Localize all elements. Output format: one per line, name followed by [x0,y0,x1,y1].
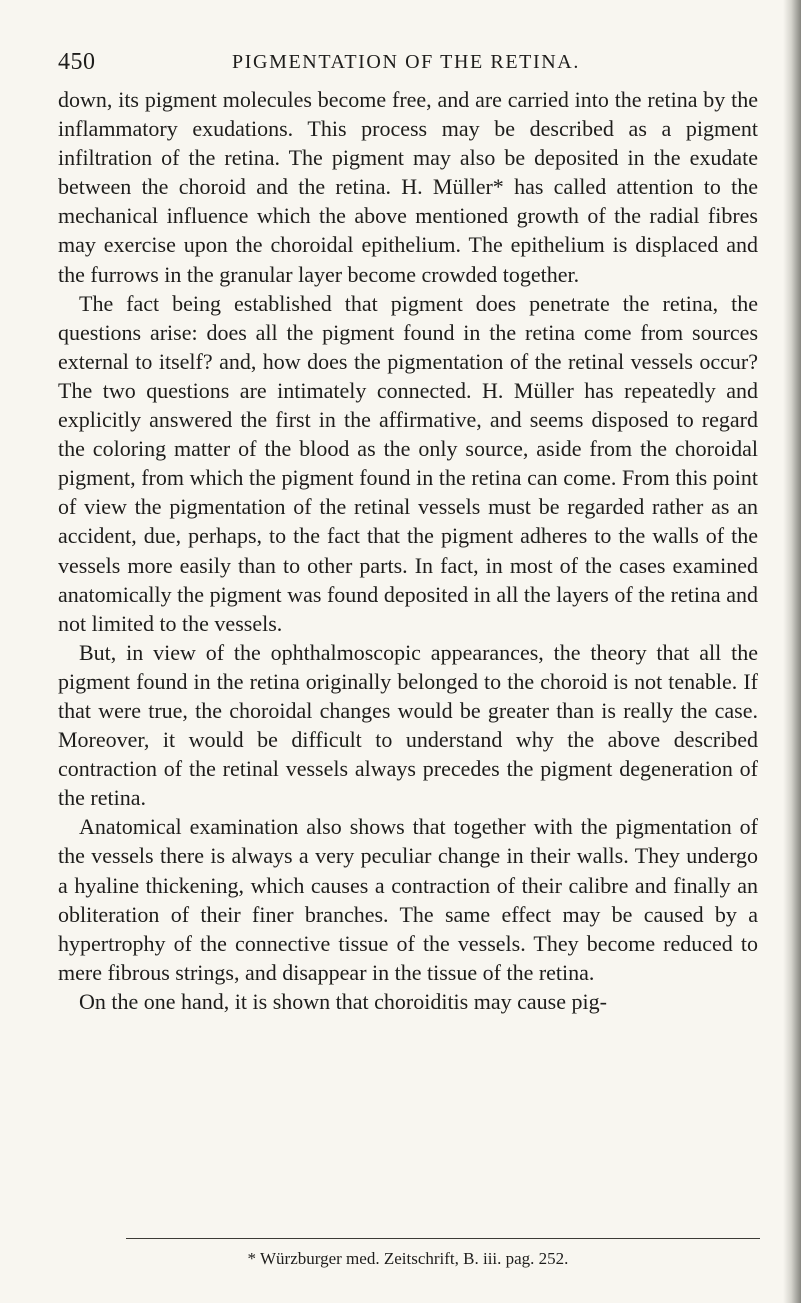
paragraph-2: The fact being established that pigment does penetrate the retina, the questions arise: does all the pigment found in the retina come from sources external to itself? and, how does the pigmentation of the retinal vessels occur? The two questions are intimately connected. H. Müller has repeatedly and explicitly answered the first in the affirmative, and seems disposed to regard the coloring matter of the blood as the only source, aside from the choroidal pigment, from which the pigment found in the retina can come. From this point of view the pigmentation of the retinal vessels must be regarded rather as an accident, due, perhaps, to the fact that the pigment adheres to the walls of the vessels more easily than to other parts. In fact, in most of the cases examined anatomically the pigment was found deposited in all the layers of the retina and not limited to the vessels. [58,290,758,636]
page-number: 450 [58,49,96,75]
body-text [58,85,758,1016]
paragraph-5: On the one hand, it is shown that choroiditis may cause pig- [79,988,607,1014]
page-header [58,49,754,83]
paragraph-1: down, its pigment molecules become free, and are carried into the retina by the inflammatory exudations. This process may be described as a pigment infiltration of the retina. The pigment may also be deposited in the exudate between the choroid and the retina. H. Müller* has called attention to the mechanical influence which the above mentioned growth of the radial fibres may exercise upon the choroidal epithelium. The epithelium is displaced and the furrows in the granular layer become crowded together. [58,87,758,287]
paragraph-4: Anatomical examination also shows that together with the pigmentation of the vessels there is always a very peculiar change in their walls. They undergo a hyaline thickening, which causes a contraction of their calibre and finally an obliteration of their finer branches. The same effect may be caused by a hypertrophy of the connective tissue of the vessels. They become reduced to mere fibrous strings, and disappear in the tissue of the retina. [58,814,758,985]
paragraph-3: But, in view of the ophthalmoscopic appearances, the theory that all the pigment found in the retina originally belonged to the choroid is not tenable. If that were true, the choroidal changes would be greater than is really the case. Moreover, it would be difficult to understand why the above described contraction of the retinal vessels always precedes the pigment degeneration of the retina. [58,639,758,811]
running-head: PIGMENTATION OF THE RETINA. [232,51,580,73]
footnote: * Würzburger med. Zeitschrift, B. iii. pag. 252. [247,1249,569,1268]
footnote-rule [126,1238,760,1239]
page-edge-shadow [783,0,801,1303]
